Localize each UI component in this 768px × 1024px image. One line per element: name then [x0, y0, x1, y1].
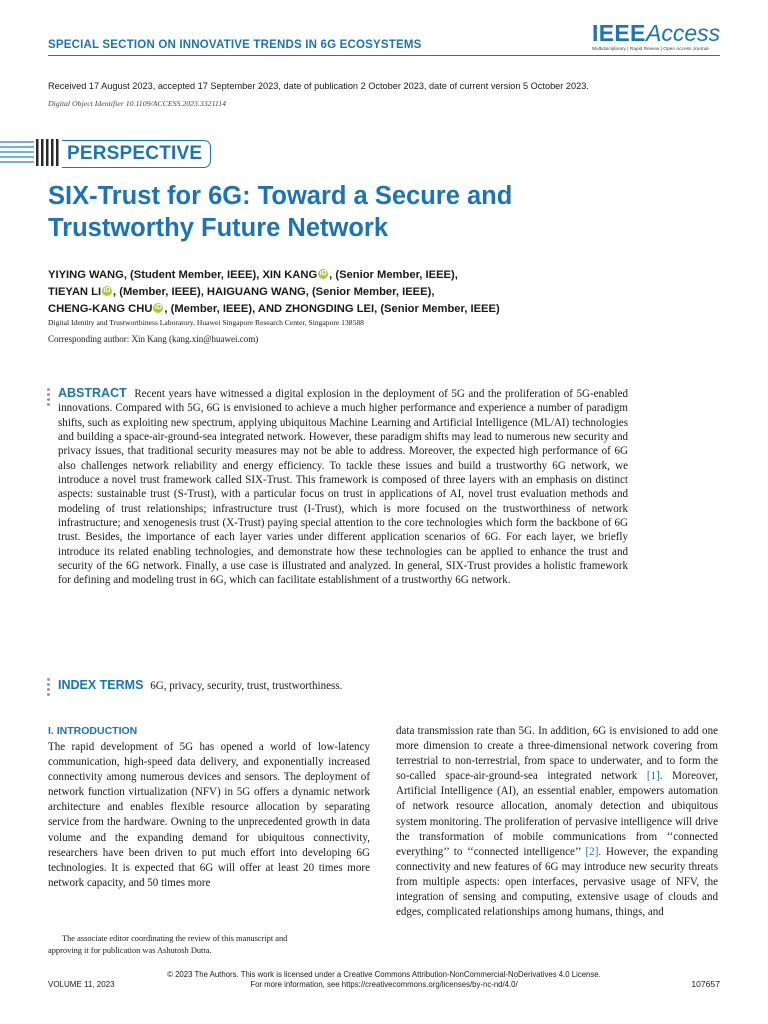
- index-terms-label: INDEX TERMS: [58, 678, 144, 692]
- footer-volume: VOLUME 11, 2023: [48, 980, 115, 989]
- index-terms-dots-decoration: [47, 678, 50, 698]
- citation-link[interactable]: [2]: [585, 845, 599, 858]
- logo-ieee-text: IEEE: [592, 20, 646, 46]
- title-line-1: SIX-Trust for 6G: Toward a Secure and: [48, 182, 513, 210]
- author-text: YIYING WANG, (Student Member, IEEE), XIN KANG: [48, 269, 318, 281]
- author-line-1: [48, 267, 500, 284]
- author-text: , (Senior Member, IEEE),: [329, 269, 458, 281]
- article-title: [48, 180, 512, 244]
- article-type-badge: [62, 140, 211, 168]
- abstract-dots-decoration: [47, 388, 50, 408]
- header-rule: [48, 55, 720, 56]
- editor-footnote: [48, 933, 370, 957]
- perspective-stripes-decoration: [0, 138, 62, 168]
- received-dates: Received 17 August 2023, accepted 17 September 2023, date of publication 2 October 2023, date of current version 5 October 2023.: [48, 81, 589, 91]
- doi-line[interactable]: Digital Object Identifier 10.1109/ACCESS.2023.3321114: [48, 99, 227, 108]
- introduction-heading: I. INTRODUCTION: [48, 725, 138, 737]
- editor-footnote-line-1: The associate editor coordinating the review of this manuscript and: [62, 934, 288, 943]
- author-text: TIEYAN LI: [48, 286, 102, 298]
- author-text: , (Member, IEEE), AND ZHONGDING LEI, (Senior Member, IEEE): [164, 303, 500, 315]
- author-text: CHENG-KANG CHU: [48, 303, 153, 315]
- corresponding-author: Corresponding author: Xin Kang (kang.xin@huawei.com): [48, 334, 259, 344]
- abstract: [58, 386, 628, 588]
- author-line-3: [48, 301, 500, 318]
- index-terms: [58, 678, 342, 693]
- logo-tagline: Multidisciplinary | Rapid Review | Open Access Journal: [592, 47, 709, 52]
- intro-right-text: data transmission rate than 5G. In addition, 6G is envisioned to add one more dimension to create a three-dimensional network covering from terrestrial to non-terrestrial, from space to underwater, and to form the so-called space-air-ground-sea integrated network: [396, 725, 718, 783]
- footer-page-number: 107657: [691, 979, 720, 989]
- abstract-label: ABSTRACT: [58, 386, 127, 400]
- author-line-2: [48, 284, 500, 301]
- index-terms-text: 6G, privacy, security, trust, trustworthiness.: [150, 680, 343, 692]
- section-header: SPECIAL SECTION ON INNOVATIVE TRENDS IN 6G ECOSYSTEMS: [48, 39, 422, 51]
- license-notice: [0, 970, 768, 990]
- abstract-text: Recent years have witnessed a digital explosion in the deployment of 5G and the proliferation of 5G-enabled innovations. Compared with 5G, 6G is envisioned to achieve a much higher performance and experience a number of paradigm shifts, such as exploiting new spectrum, applying ubiquitous Machine Learning and Artificial Intelligence (ML/AI) technologies and building a space-air-ground-sea integrated network. However, these paradigm shifts may lead to numerous new security and privacy issues, that traditional security measures may not be able to address. Moreover, the expected high performance of 6G also challenges network reliability and energy efficiency. To tackle these issues and build a trustworthy 6G network, we introduce a novel trust framework called SIX-Trust. This framework is composed of three layers with an emphasis on distinct aspects: sustainable trust (S-Trust), with a particular focus on trust in applications of AI, novel trust evaluation methods and modeling of trust relationships; infrastructure trust (I-Trust), which is more focused on the trustworthiness of network infrastructure; and xenogenesis trust (X-Trust) paying special attention to the core technologies which form the backbone of 6G trust. Besides, the importance of each layer varies under different application scenarios of 6G. For each layer, we briefly introduce its related enabling technologies, and demonstrate how these technologies can be applied to enhance the trust and security of the 6G network. Finally, a use case is illustrated and analyzed. In general, SIX-Trust provides a holistic framework for defining and modeling trust in 6G, which can facilitate establishment of a trustworthy 6G network.: [58, 388, 628, 587]
- orcid-icon[interactable]: iD: [103, 287, 111, 294]
- license-line-1: © 2023 The Authors. This work is licensed under a Creative Commons Attribution-NonCommercial-NoDerivatives 4.0 License.: [167, 970, 601, 979]
- introduction-right-column: [396, 724, 718, 920]
- article-type-label: PERSPECTIVE: [67, 143, 203, 164]
- author-list: [48, 267, 500, 318]
- intro-right-text: . However, the expanding connectivity and new features of 6G may introduce new security threats from multiple aspects: open interfaces, pervasive usage of NFV, the integration of sensing and computing, extensive usage of clouds and edges, complicated relationships among humans, things, and: [396, 845, 719, 919]
- editor-footnote-line-2: approving it for publication was Ashutosh Dutta.: [48, 946, 212, 955]
- author-text: , (Member, IEEE), HAIGUANG WANG, (Senior Member, IEEE),: [113, 286, 435, 298]
- license-line-2[interactable]: For more information, see https://creativecommons.org/licenses/by-nc-nd/4.0/: [250, 980, 518, 989]
- logo-access-text: Access: [646, 20, 721, 46]
- orcid-icon[interactable]: iD: [154, 304, 162, 311]
- affiliation: Digital Identity and Trustworthiness Laboratory, Huawei Singapore Research Center, Singapore 138588: [48, 318, 364, 327]
- journal-logo[interactable]: [592, 19, 722, 59]
- citation-link[interactable]: [1]: [646, 770, 660, 783]
- introduction-left-column: The rapid development of 5G has opened a world of low-latency communication, high-speed data delivery, and exponentially increased connectivity among numerous devices and sensors. The deployment of network function virtualization (NFV) in 5G offers a dynamic network architecture and enables flexible resource allocation by separating service from the hardware. Owning to the unprecedented growth in data volume and the expanding demand for ubiquitous connectivity, researchers have been driven to put much effort into developing 6G technologies. It is expected that 6G will offer at least 20 times more network capacity, and 50 times more: [48, 741, 370, 889]
- orcid-icon[interactable]: iD: [319, 270, 327, 277]
- intro-right-text: . Moreover, Artificial Intelligence (AI), an essential enabler, empowers automation of network resource allocation, anomaly detection and ubiquitous system monitoring. The proliferation of pervasive intelligence will drive the transformation of mobile communications from ‘‘connected everything’’ to ‘‘connected intelligence’’: [396, 770, 718, 858]
- title-line-2: Trustworthy Future Network: [48, 214, 389, 242]
